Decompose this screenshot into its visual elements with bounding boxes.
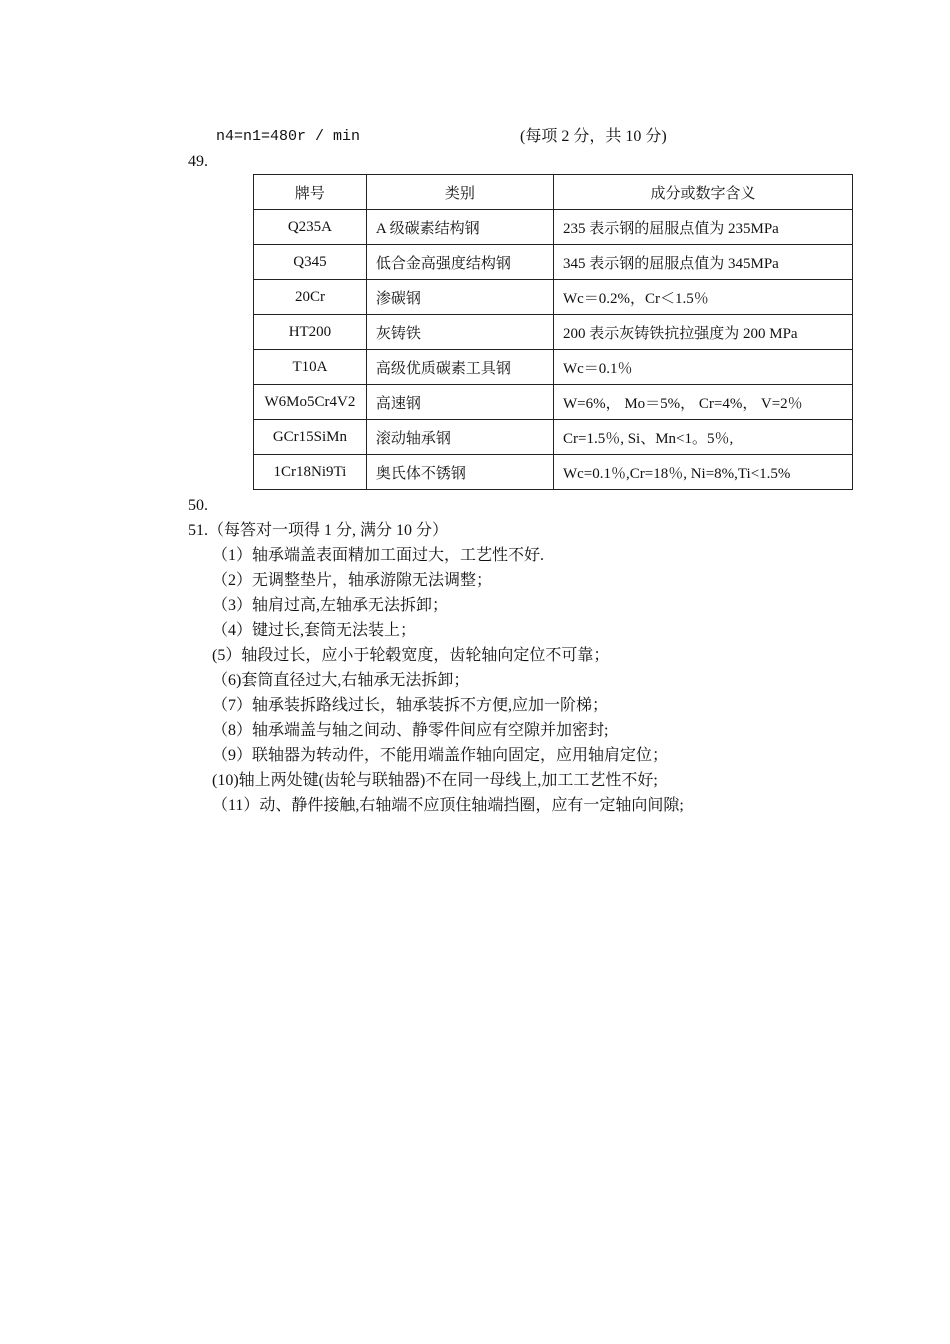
cell-category: 高级优质碳素工具钢	[366, 350, 553, 385]
question-50-number: 50.	[188, 497, 208, 514]
table-row	[254, 350, 853, 385]
table-row	[254, 280, 853, 315]
cell-category: 灰铸铁	[366, 315, 553, 350]
cell-meaning: W=6%， Mo＝5%， Cr=4%， V=2％	[553, 385, 852, 420]
answer-item: （6)套筒直径过大,右轴承无法拆卸；	[212, 672, 470, 689]
score-note: (每项 2 分，共 10 分)	[520, 128, 667, 145]
table-row	[254, 245, 853, 280]
cell-grade: GCr15SiMn	[254, 420, 367, 455]
answer-item: (10)轴上两处键(齿轮与联轴器)不在同一母线上,加工工艺性不好;	[212, 772, 658, 789]
cell-category: A 级碳素结构钢	[366, 210, 553, 245]
header-category: 类别	[366, 175, 553, 210]
cell-meaning: 200 表示灰铸铁抗拉强度为 200 MPa	[553, 315, 852, 350]
answer-item: （9）联轴器为转动件，不能用端盖作轴向固定，应用轴肩定位；	[212, 747, 669, 764]
cell-meaning: Wc＝0.1％	[553, 350, 852, 385]
speed-formula: n4=n1=480r / min	[216, 128, 361, 145]
cell-grade: W6Mo5Cr4V2	[254, 385, 367, 420]
cell-grade: Q345	[254, 245, 367, 280]
answer-item: （11）动、静件接触,右轴端不应顶住轴端挡圈，应有一定轴向间隙;	[212, 797, 684, 814]
cell-meaning: 235 表示钢的屈服点值为 235MPa	[553, 210, 852, 245]
answer-item: （7）轴承装拆路线过长，轴承装拆不方便,应加一阶梯；	[212, 697, 609, 714]
header-meaning: 成分或数字含义	[553, 175, 852, 210]
answer-item: （3）轴肩过高,左轴承无法拆卸；	[212, 597, 449, 614]
header-grade: 牌号	[254, 175, 367, 210]
cell-category: 奥氏体不锈钢	[366, 455, 553, 490]
table-header-row	[254, 175, 853, 210]
answer-item: (5）轴段过长，应小于轮毂宽度，齿轮轴向定位不可靠；	[212, 647, 610, 664]
cell-grade: 1Cr18Ni9Ti	[254, 455, 367, 490]
table-row	[254, 210, 853, 245]
cell-grade: T10A	[254, 350, 367, 385]
cell-meaning: Cr=1.5％, Si、Mn<1。5％,	[553, 420, 852, 455]
table-row	[254, 385, 853, 420]
cell-category: 滚动轴承钢	[366, 420, 553, 455]
answer-item: （8）轴承端盖与轴之间动、静零件间应有空隙并加密封;	[212, 722, 609, 739]
cell-meaning: 345 表示钢的屈服点值为 345MPa	[553, 245, 852, 280]
cell-category: 渗碳钢	[366, 280, 553, 315]
cell-category: 高速钢	[366, 385, 553, 420]
answer-item: （2）无调整垫片，轴承游隙无法调整；	[212, 572, 493, 589]
answer-item: （1）轴承端盖表面精加工面过大，工艺性不好.	[212, 547, 545, 564]
cell-grade: 20Cr	[254, 280, 367, 315]
table-row	[254, 455, 853, 490]
table-row	[254, 420, 853, 455]
answer-item: （4）键过长,套筒无法装上；	[212, 622, 417, 639]
cell-category: 低合金高强度结构钢	[366, 245, 553, 280]
cell-meaning: Wc＝0.2%，Cr＜1.5％	[553, 280, 852, 315]
table-row	[254, 315, 853, 350]
cell-meaning: Wc=0.1％,Cr=18％, Ni=8%,Ti<1.5%	[553, 455, 852, 490]
steel-grade-table	[253, 174, 853, 490]
question-49-number: 49.	[188, 153, 208, 170]
cell-grade: Q235A	[254, 210, 367, 245]
cell-grade: HT200	[254, 315, 367, 350]
question-51-heading: 51.（每答对一项得 1 分, 满分 10 分）	[188, 522, 449, 539]
